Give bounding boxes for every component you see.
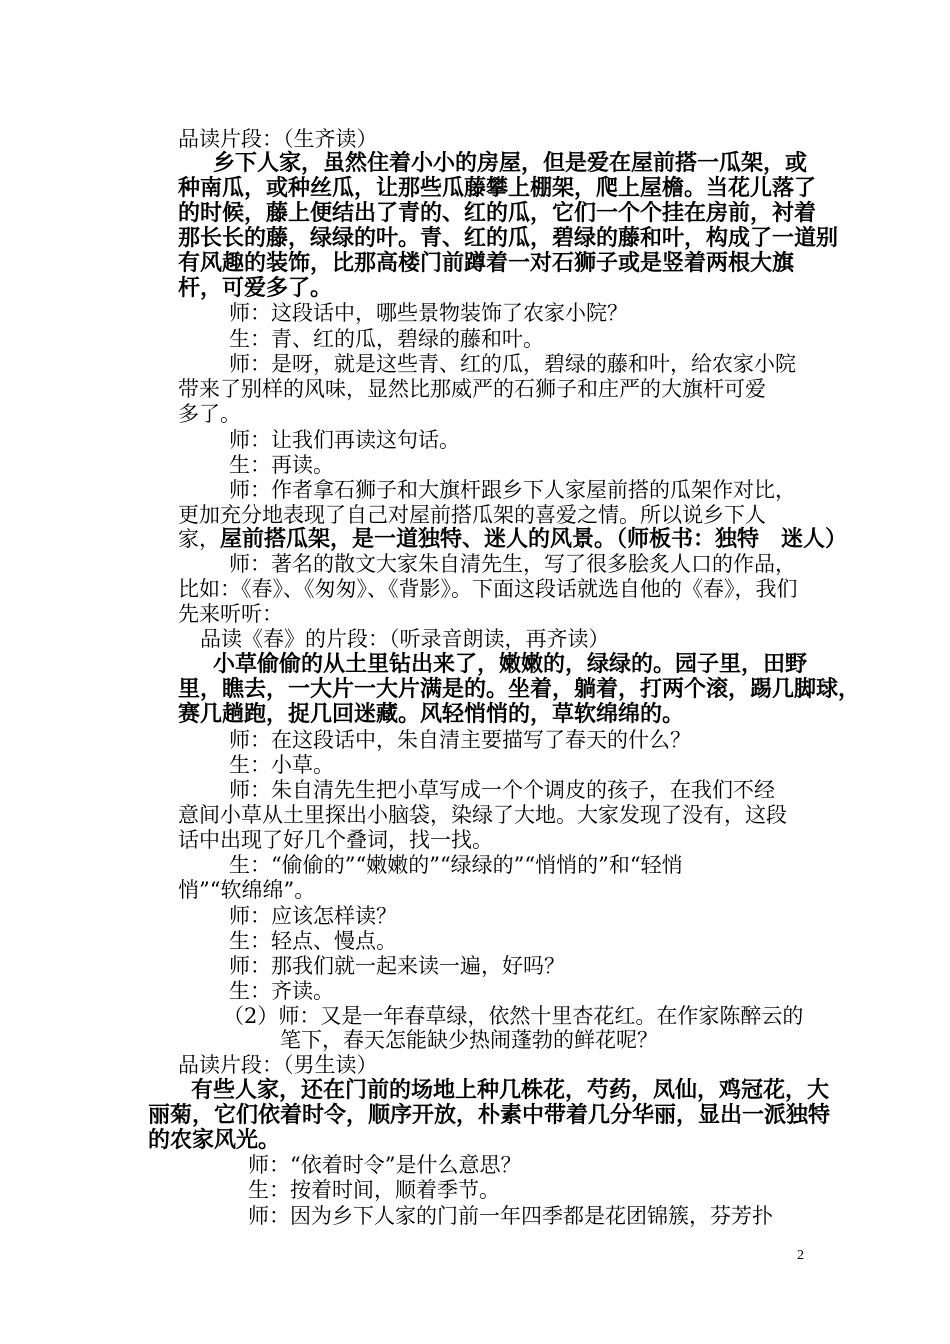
text-line — [178, 225, 838, 251]
text-line — [229, 351, 796, 377]
text-line — [248, 1177, 500, 1203]
line-text: 话中出现了好几个叠词，找一找。 — [178, 828, 493, 852]
line-text: 小草偷偷的从土里钻出来了，嫩嫩的，绿绿的。园子里，田野 — [213, 651, 808, 677]
line-text: 生：小草。 — [229, 753, 334, 777]
line-text: 那长长的藤，绿绿的叶。青、红的瓜，碧绿的藤和叶，构成了一道别 — [178, 225, 839, 251]
text-line — [248, 1152, 521, 1178]
text-line — [178, 175, 816, 201]
line-text: 师：应该怎样读？ — [229, 904, 397, 928]
text-line — [229, 427, 460, 453]
line-text: 有风趣的装饰，比那高楼门前蹲着一对石狮子或是竖着两根大旗 — [178, 250, 795, 276]
line-text: 生：轻点、慢点。 — [229, 929, 397, 953]
text-line — [178, 401, 241, 427]
line-text: 家， — [178, 527, 220, 551]
text-line — [280, 1027, 658, 1053]
text-line — [178, 376, 766, 402]
line-text: 师：著名的散文大家朱自清先生，写了很多脍炙人口的作品， — [229, 552, 796, 576]
text-line — [229, 452, 334, 478]
text-line — [213, 651, 807, 677]
line-text: 乡下人家，虽然住着小小的房屋，但是爱在屋前搭一瓜架，或 — [213, 150, 808, 176]
text-line — [229, 903, 397, 929]
text-line — [178, 275, 332, 301]
text-line — [223, 1003, 803, 1029]
line-text: 笔下，春天怎能缺少热闹蓬勃的鲜花呢？ — [280, 1028, 658, 1052]
line-text: 先来听听： — [178, 602, 283, 626]
line-text: 比如：《春》、《匆匆》、《背影》。下面这段话就选自他的《春》，我们 — [178, 577, 798, 601]
line-text: 师：让我们再读这句话。 — [229, 428, 460, 452]
text-line — [229, 326, 544, 352]
line-text: 多了。 — [178, 402, 241, 426]
line-text: 师：因为乡下人家的门前一年四季都是花团锦簇，芬芳扑 — [248, 1204, 773, 1228]
text-line — [229, 978, 334, 1004]
text-line — [178, 701, 684, 727]
line-text: 悄”“软绵绵”。 — [178, 878, 316, 902]
text-line — [178, 827, 493, 853]
line-text: 师：那我们就一起来读一遍，好吗？ — [229, 954, 565, 978]
line-text: 里，瞧去，一大片一大片满是的。坐着，躺着，打两个滚，踢几脚球， — [178, 676, 861, 702]
line-text: 种南瓜，或种丝瓜，让那些瓜藤攀上棚架，爬上屋檐。当花儿落了 — [178, 175, 817, 201]
line-text: 师：在这段话中，朱自清主要描写了春天的什么？ — [229, 728, 691, 752]
text-line — [178, 502, 766, 528]
line-text: 师：这段话中，哪些景物装饰了农家小院？ — [229, 301, 628, 325]
text-line — [229, 477, 796, 503]
text-line — [248, 1203, 773, 1229]
text-line — [178, 877, 315, 903]
text-line — [178, 200, 816, 226]
text-line — [148, 1102, 830, 1128]
text-line — [200, 626, 610, 652]
text-line — [178, 1052, 378, 1078]
line-text: 师：朱自清先生把小草写成一个个调皮的孩子，在我们不经 — [229, 778, 775, 802]
line-text: 生：“偷偷的”“嫩嫩的”“绿绿的”“悄悄的”和“轻悄 — [229, 853, 683, 877]
line-text: 杆，可爱多了。 — [178, 275, 333, 301]
text-line — [229, 300, 628, 326]
text-line — [229, 777, 775, 803]
line-text: 更加充分地表现了自己对屋前搭瓜架的喜爱之情。所以说乡下人 — [178, 503, 766, 527]
line-text: 师：是呀，就是这些青、红的瓜，碧绿的藤和叶，给农家小院 — [229, 352, 796, 376]
text-line — [148, 1127, 280, 1153]
line-text: 品读片段：（生齐读） — [178, 127, 378, 151]
line-text: 师：“依着时令”是什么意思？ — [248, 1153, 522, 1177]
line-text: 带来了别样的风味，显然比那威严的石狮子和庄严的大旗杆可爱 — [178, 377, 766, 401]
text-line — [178, 250, 794, 276]
text-line — [229, 551, 796, 577]
text-line — [229, 928, 397, 954]
line-text: 师：作者拿石狮子和大旗杆跟乡下人家屋前搭的瓜架作对比， — [229, 478, 796, 502]
line-text: 生：齐读。 — [229, 979, 334, 1003]
text-line — [178, 676, 860, 702]
line-text: 丽菊，它们依着时令，顺序开放，朴素中带着几分华丽，显出一派独特 — [148, 1102, 831, 1128]
line-text: 生：再读。 — [229, 453, 334, 477]
text-line — [229, 727, 691, 753]
text-line — [191, 1077, 829, 1103]
text-line — [229, 852, 683, 878]
text-line — [178, 576, 798, 602]
line-text: 品读片段：（男生读） — [178, 1053, 378, 1077]
text-line — [229, 953, 565, 979]
page-number: 2 — [797, 1248, 804, 1263]
text-line — [178, 126, 378, 152]
line-text-bold: 屋前搭瓜架，是一道独特、迷人的风景。（师板书：独特 迷人） — [220, 526, 848, 552]
line-text: 的农家风光。 — [148, 1127, 281, 1153]
line-text: 有些人家，还在门前的场地上种几株花，芍药，凤仙，鸡冠花，大 — [191, 1077, 830, 1103]
line-text: 生：青、红的瓜，碧绿的藤和叶。 — [229, 327, 544, 351]
text-line — [229, 752, 334, 778]
line-text: 品读《春》的片段：（听录音朗读，再齐读） — [200, 627, 610, 651]
text-line — [213, 150, 807, 176]
line-text: 赛几趟跑，捉几回迷藏。风轻悄悄的，草软绵绵的。 — [178, 701, 685, 727]
line-text: 生：按着时间，顺着季节。 — [248, 1178, 500, 1202]
line-text: 的时候，藤上便结出了青的、红的瓜，它们一个个挂在房前，衬着 — [178, 200, 817, 226]
line-text: （2）师：又是一年春草绿，依然十里杏花红。在作家陈醉云的 — [223, 1004, 804, 1028]
text-line — [178, 526, 847, 552]
line-text: 意间小草从土里探出小脑袋，染绿了大地。大家发现了没有，这段 — [178, 803, 787, 827]
text-line — [178, 802, 787, 828]
text-line — [178, 601, 283, 627]
